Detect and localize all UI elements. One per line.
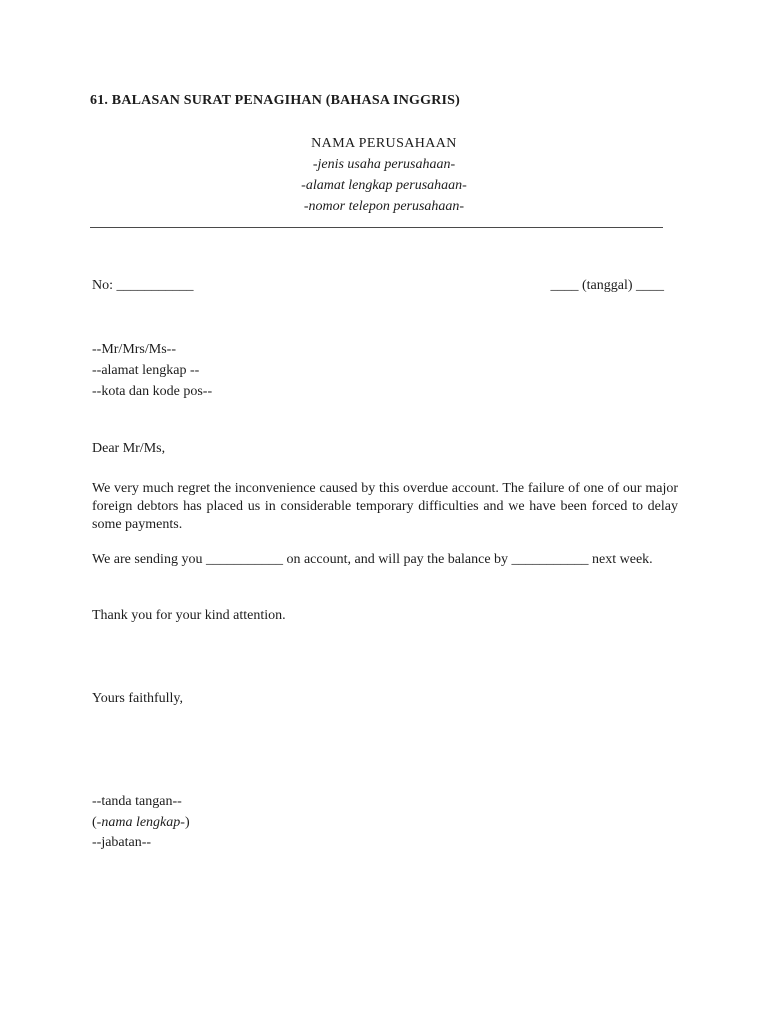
letterhead-divider [90,227,663,228]
recipient-city: --kota dan kode pos-- [92,384,213,399]
letterhead-phone: -nomor telepon perusahaan- [303,199,465,214]
reference-line [92,278,664,294]
recipient-name: --Mr/Mrs/Ms-- [92,342,176,357]
body-paragraph-3: Thank you for your kind attention. [92,608,286,623]
signer-name-placeholder: -nama lengkap- [96,814,185,830]
signature-placeholder: --tanda tangan-- [92,794,182,809]
signature-block [92,792,190,854]
letterhead-business-type: -jenis usaha perusahaan- [312,157,456,172]
signer-name-line [92,813,190,834]
recipient-address: --alamat lengkap -- [92,363,200,378]
signer-name-open-paren: ( [92,814,97,830]
letterhead-company-name: NAMA PERUSAHAAN [311,136,457,151]
signer-position-placeholder: --jabatan-- [92,835,152,850]
document-title: 61. BALASAN SURAT PENAGIHAN (BAHASA INGGRIS) [90,93,461,108]
letterhead-address: -alamat lengkap perusahaan- [301,178,467,193]
date-field: ____ (tanggal) ____ [550,278,664,293]
body-paragraph-2: We are sending you ___________ on account, and will pay the balance by ___________ next week. [92,552,653,567]
signer-name-close-paren: ) [184,814,190,830]
body-paragraph-1: We very much regret the inconvenience caused by this overdue account. The failure of one of our major foreign debtors has placed us in considerable temporary difficulties and we have been forced to delay some payments. [92,481,678,532]
valediction: Yours faithfully, [92,691,184,706]
reference-number-field: No: ___________ [92,278,194,293]
letterhead [0,133,768,217]
recipient-block [92,339,212,402]
salutation: Dear Mr/Ms, [92,441,166,456]
